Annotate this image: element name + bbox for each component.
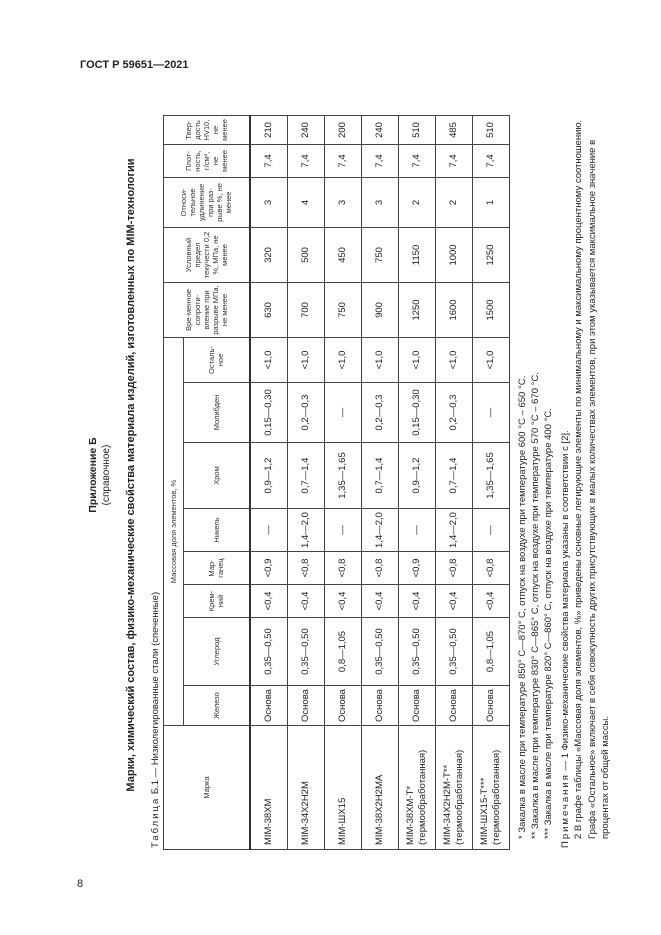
table-row <box>287 115 324 849</box>
cell-cr: 0,7—1,4 <box>287 443 324 509</box>
cell-yield: 320 <box>250 227 288 282</box>
marka-note: (термообработанная) <box>416 749 428 845</box>
cell-hardness: 210 <box>250 115 288 144</box>
cell-other: <1,0 <box>250 337 288 382</box>
cell-si: <0,4 <box>472 585 509 618</box>
cell-mo: 0,2—0,3 <box>287 383 324 443</box>
cell-fe: Основа <box>361 686 398 726</box>
appendix-heading <box>87 80 113 870</box>
main-title: Марки, химический состав, физико-механические свойства материала изделий, изготовленных по MIM-технологии <box>125 158 137 792</box>
col-ni: Никель <box>184 509 250 552</box>
cell-hardness: 240 <box>361 115 398 144</box>
footnote: *** Закалка в масле при температуре 820° C—860° C, отпуск на воздухе при температуре 400 °C. <box>542 408 554 839</box>
cell-tensile: 700 <box>287 282 324 337</box>
cell-mn: <0,8 <box>287 552 324 585</box>
cell-elongation: 2 <box>398 177 435 227</box>
col-si: Крем-ний <box>184 585 250 618</box>
notes-item-2: 2 В графе таблицы «Массовая доля элементов, %» приведены основные легирующие элементы по минимальному и максимальному процентному соотношению. Графа «Остальное» включает в себя совокупность других присутствующих в малых количествах элементов, при этом указывается максимальное значение в процентах от общей массы. <box>573 119 611 839</box>
table-caption <box>150 80 161 848</box>
cell-fe: Основа <box>398 686 435 726</box>
cell-si: <0,4 <box>398 585 435 618</box>
notes-item-1: Примечания — 1 Физико-механические свойства материала указаны в соответствии с [2]. <box>560 430 572 848</box>
col-cr: Хром <box>184 443 250 509</box>
col-hardness: Твер-дость HV10, не менее <box>164 115 250 144</box>
cell-tensile: 1250 <box>398 282 435 337</box>
cell-cr: 1,35—1,65 <box>472 443 509 509</box>
cell-tensile: 630 <box>250 282 288 337</box>
cell-other: <1,0 <box>361 337 398 382</box>
cell-marka: MIM-ШХ15 <box>324 726 361 850</box>
cell-mo: 0,2—0,3 <box>361 383 398 443</box>
cell-mn: <0,8 <box>361 552 398 585</box>
cell-c: 0,35—0,50 <box>361 618 398 686</box>
cell-marka: MIM-34X2H2M <box>287 726 324 850</box>
col-other: Осталь-ное <box>184 337 250 382</box>
footnote: * Закалка в масле при температуре 850° C—870° C, отпуск на воздухе при температуре 600 °C – 650 °C. <box>516 375 528 839</box>
cell-mo: — <box>324 383 361 443</box>
cell-mo: — <box>472 383 509 443</box>
rotated-content <box>85 80 611 870</box>
cell-ni: — <box>250 509 288 552</box>
cell-hardness: 510 <box>398 115 435 144</box>
cell-si: <0,4 <box>287 585 324 618</box>
col-density: Плот-ность, г/см³, не менее <box>164 144 250 177</box>
cell-fe: Основа <box>287 686 324 726</box>
col-marka: Марка <box>164 726 250 850</box>
col-mn: Мар-ганец <box>184 552 250 585</box>
cell-density: 7,4 <box>398 144 435 177</box>
cell-yield: 1000 <box>435 227 472 282</box>
cell-yield: 1250 <box>472 227 509 282</box>
cell-mo: 0,2—0,3 <box>435 383 472 443</box>
cell-hardness: 510 <box>472 115 509 144</box>
cell-density: 7,4 <box>361 144 398 177</box>
cell-c: 0,8—1,05 <box>324 618 361 686</box>
table-caption-text: Б.1 — Низколегированные стали (спеченные) <box>150 591 161 795</box>
note-text: 1 Физико-механические свойства материала указаны в соответствии с [2]. <box>560 430 572 759</box>
cell-density: 7,4 <box>287 144 324 177</box>
marka-note: (термообработанная) <box>453 749 465 845</box>
cell-mo: 0,15—0,30 <box>398 383 435 443</box>
cell-fe: Основа <box>324 686 361 726</box>
cell-marka <box>472 726 509 850</box>
marka-code: MIM-34X2H2M-T** <box>441 764 453 845</box>
cell-hardness: 200 <box>324 115 361 144</box>
table-caption-prefix: Таблица <box>150 796 161 848</box>
standard-header: ГОСТ Р 59651—2021 <box>80 59 189 71</box>
cell-elongation: 4 <box>287 177 324 227</box>
table-row <box>398 115 435 849</box>
cell-yield: 750 <box>361 227 398 282</box>
cell-tensile: 1600 <box>435 282 472 337</box>
table-row <box>250 115 288 849</box>
col-c: Углерод <box>184 618 250 686</box>
cell-marka: MIM-38X2H2MA <box>361 726 398 850</box>
appendix-subtitle: (справочное) <box>101 444 112 506</box>
cell-density: 7,4 <box>250 144 288 177</box>
steel-table <box>163 115 510 850</box>
cell-other: <1,0 <box>472 337 509 382</box>
cell-tensile: 1500 <box>472 282 509 337</box>
table-row <box>361 115 398 849</box>
col-mass-group: Массовая доля элементов, % <box>164 337 184 725</box>
cell-other: <1,0 <box>435 337 472 382</box>
cell-c: 0,35—0,50 <box>250 618 288 686</box>
table-row <box>324 115 361 849</box>
cell-mn: <0,9 <box>250 552 288 585</box>
cell-tensile: 750 <box>324 282 361 337</box>
cell-hardness: 485 <box>435 115 472 144</box>
cell-ni: 1,4—2,0 <box>287 509 324 552</box>
cell-density: 7,4 <box>324 144 361 177</box>
cell-elongation: 1 <box>472 177 509 227</box>
cell-other: <1,0 <box>287 337 324 382</box>
cell-c: 0,35—0,50 <box>435 618 472 686</box>
cell-marka: MIM-38XM <box>250 726 288 850</box>
cell-density: 7,4 <box>472 144 509 177</box>
marka-note: (термообработанная) <box>490 749 502 845</box>
cell-mn: <0,8 <box>435 552 472 585</box>
table-row <box>472 115 509 849</box>
cell-mo: 0,15—0,30 <box>250 383 288 443</box>
cell-mn: <0,8 <box>324 552 361 585</box>
col-fe: Железо <box>184 686 250 726</box>
col-mo: Молибден <box>184 383 250 443</box>
cell-ni: 1,4—2,0 <box>435 509 472 552</box>
cell-mn: <0,9 <box>398 552 435 585</box>
cell-ni: — <box>472 509 509 552</box>
col-tensile: Вре-менное сопроти-вление при разрыве МПа, не менее <box>164 282 250 337</box>
cell-other: <1,0 <box>324 337 361 382</box>
cell-marka <box>435 726 472 850</box>
cell-si: <0,4 <box>361 585 398 618</box>
cell-ni: — <box>324 509 361 552</box>
cell-mn: <0,8 <box>472 552 509 585</box>
cell-elongation: 3 <box>361 177 398 227</box>
cell-c: 0,8—1,05 <box>472 618 509 686</box>
col-elongation: Относи-тельное удлинение при раз-рыве %, не менее <box>164 177 250 227</box>
marka-code: MIM-38XM-T* <box>404 785 416 845</box>
cell-c: 0,35—0,50 <box>398 618 435 686</box>
page-number: 8 <box>77 878 84 890</box>
cell-other: <1,0 <box>398 337 435 382</box>
notes-heading: Примечания <box>560 773 572 848</box>
cell-si: <0,4 <box>435 585 472 618</box>
notes-block <box>516 118 612 848</box>
cell-fe: Основа <box>435 686 472 726</box>
cell-elongation: 3 <box>250 177 288 227</box>
appendix-title: Приложение Б <box>87 437 99 513</box>
cell-yield: 450 <box>324 227 361 282</box>
cell-marka <box>398 726 435 850</box>
cell-yield: 500 <box>287 227 324 282</box>
cell-cr: 0,7—1,4 <box>435 443 472 509</box>
cell-cr: 0,9—1,2 <box>250 443 288 509</box>
cell-cr: 0,9—1,2 <box>398 443 435 509</box>
cell-elongation: 2 <box>435 177 472 227</box>
cell-density: 7,4 <box>435 144 472 177</box>
cell-cr: 1,35—1,65 <box>324 443 361 509</box>
table-row <box>435 115 472 849</box>
cell-cr: 0,7—1,4 <box>361 443 398 509</box>
cell-ni: — <box>398 509 435 552</box>
footnote: ** Закалка в масле при температуре 830° C—865° C, отпуск на воздухе при температуре 570 °C – 670 °C. <box>529 372 541 839</box>
cell-fe: Основа <box>250 686 288 726</box>
cell-ni: 1,4—2,0 <box>361 509 398 552</box>
cell-si: <0,4 <box>250 585 288 618</box>
cell-fe: Основа <box>472 686 509 726</box>
cell-si: <0,4 <box>324 585 361 618</box>
cell-yield: 1150 <box>398 227 435 282</box>
cell-elongation: 3 <box>324 177 361 227</box>
marka-code: MIM-ШХ15-T*** <box>478 777 490 845</box>
cell-c: 0,35—0,50 <box>287 618 324 686</box>
cell-tensile: 900 <box>361 282 398 337</box>
cell-hardness: 240 <box>287 115 324 144</box>
col-yield: Условный предел текучести 0,2 %, МПа, не менее <box>164 227 250 282</box>
